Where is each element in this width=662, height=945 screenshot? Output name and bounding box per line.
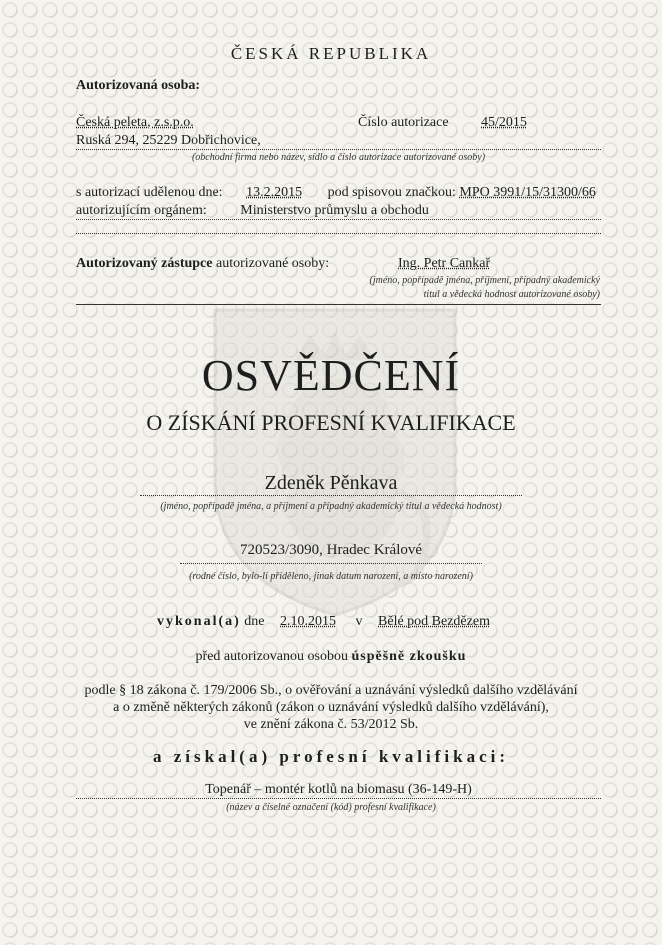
exam-place: Bělé pod Bezdězem xyxy=(378,614,490,629)
holder-name: Zdeněk Pěnkava xyxy=(264,472,398,494)
qualification-heading: a získal(a) profesní kvalifikaci: xyxy=(153,747,509,766)
holder-birth-caption: (rodné číslo, bylo-li přiděleno, jinak datum narození, a místo narození) xyxy=(189,571,473,582)
exam-date-label: dne xyxy=(244,614,265,629)
authorized-person-address-line xyxy=(76,133,601,150)
law-line-3: ve znění zákona č. 53/2012 Sb. xyxy=(243,717,419,732)
exam-success-text: úspěšně zkoušku xyxy=(351,649,467,664)
holder-birth-line xyxy=(180,563,482,564)
law-line-1: podle § 18 zákona č. 179/2006 Sb., o ověřování a uznávání výsledků dalšího vzdělávání xyxy=(84,683,578,698)
holder-name-caption: (jméno, popřípadě jména, a příjmení a případný akademický titul a vědecká hodnost) xyxy=(160,501,502,512)
representative-name: Ing. Petr Cankař xyxy=(398,256,491,271)
authorization-date: 13.2.2015 xyxy=(246,185,303,200)
country-heading: ČESKÁ REPUBLIKA xyxy=(230,44,432,63)
exam-date: 2.10.2015 xyxy=(280,614,337,629)
law-line-2: a o změně některých zákonů (zákon o uznávání výsledků dalšího vzdělávání), xyxy=(113,700,549,715)
representative-line xyxy=(76,256,601,272)
authorized-person-caption: (obchodní firma nebo název, sídlo a číslo autorizace autorizované osoby) xyxy=(191,152,486,163)
exam-line xyxy=(157,614,557,630)
authorization-number-label: Číslo autorizace xyxy=(358,115,449,130)
authorization-date-label: s autorizací udělenou dne: xyxy=(76,185,223,200)
authorization-date-line xyxy=(76,185,601,201)
representative-label-bold: Autorizovaný zástupce xyxy=(76,256,213,271)
authorized-person-line xyxy=(76,115,601,131)
exam-place-label: v xyxy=(355,614,363,629)
representative-caption-1: (jméno, popřípadě jména, příjmení, případný akademický xyxy=(369,275,600,286)
exam-before-text: před autorizovanou osobou xyxy=(195,649,348,664)
blank-dotted-line xyxy=(76,232,601,234)
holder-birth: 720523/3090, Hradec Králové xyxy=(239,542,423,558)
holder-name-line xyxy=(140,495,522,496)
qualification-caption: (název a číselné označení (kód) profesní kvalifikace) xyxy=(226,802,436,813)
authorizing-organ-line xyxy=(76,203,601,220)
representative-caption-2: titul a vědecká hodnost autorizované osoby) xyxy=(423,289,600,300)
certificate-subtitle: O ZÍSKÁNÍ PROFESNÍ KVALIFIKACE xyxy=(146,410,516,435)
authorized-person-heading: Autorizovaná osoba: xyxy=(76,78,201,93)
authorizing-organ-label: autorizujícím orgánem: xyxy=(76,203,207,218)
certificate-title: OSVĚDČENÍ xyxy=(201,351,461,400)
exam-performed-label: vykonal(a) xyxy=(157,614,241,629)
file-number: MPO 3991/15/31300/66 xyxy=(459,185,596,200)
authorized-person-name: Česká peleta, z.s.p.o. xyxy=(76,115,194,130)
divider xyxy=(76,304,601,305)
exam-before-line xyxy=(0,649,662,665)
authorizing-organ: Ministerstvo průmyslu a obchodu xyxy=(240,203,429,218)
representative-label: autorizované osoby: xyxy=(216,256,330,271)
file-number-label: pod spisovou značkou: xyxy=(327,185,456,200)
authorized-person-address: Ruská 294, 25229 Dobřichovice, xyxy=(76,133,261,148)
qualification-name: Topenář – montér kotlů na biomasu (36-149-H) xyxy=(76,782,601,799)
authorization-number: 45/2015 xyxy=(481,115,527,130)
